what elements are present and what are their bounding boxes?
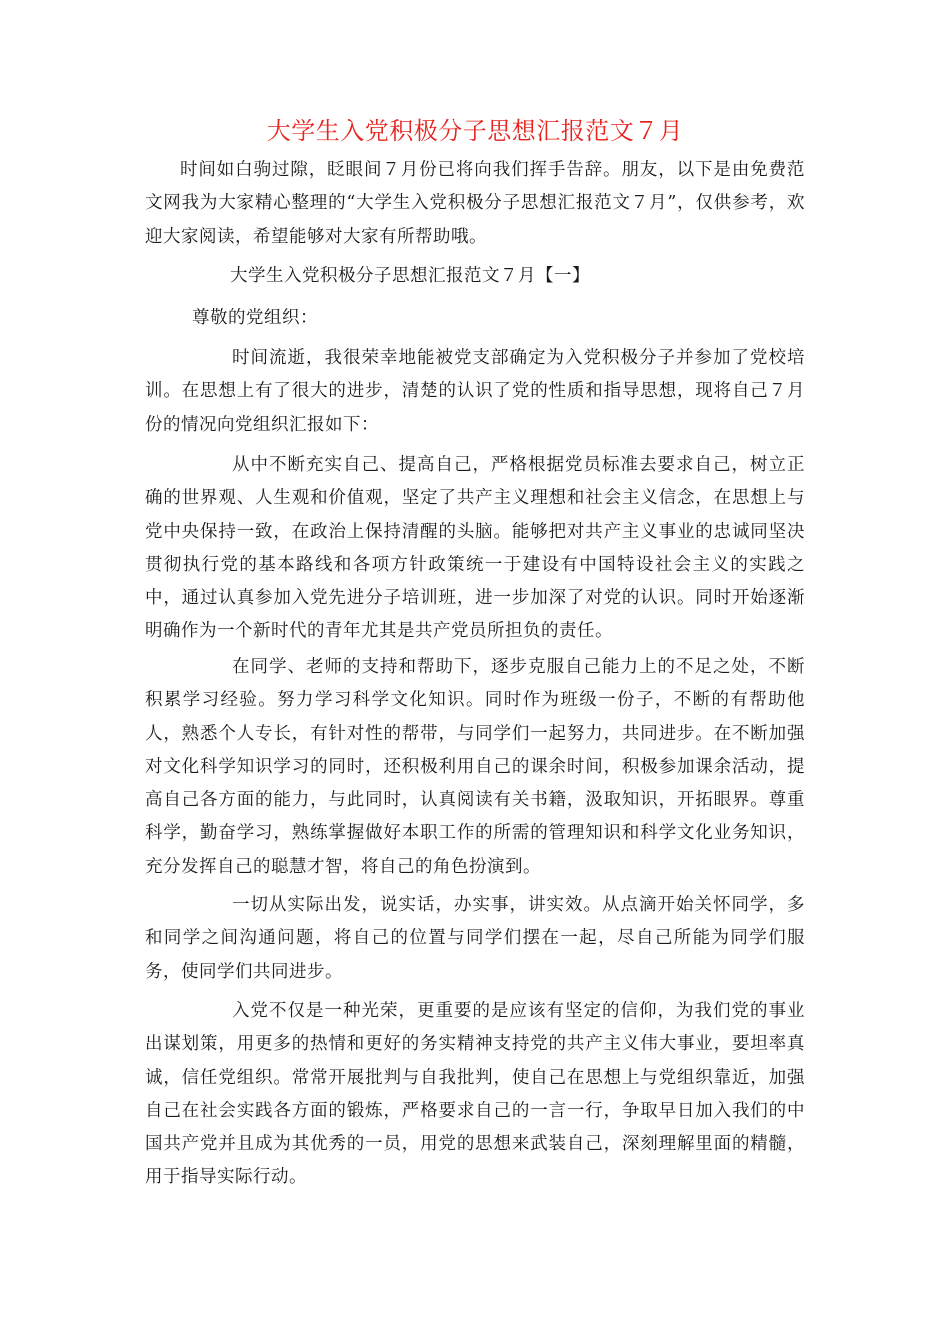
body-paragraph-2: 从中不断充实自己、提高自己，严格根据党员标准去要求自己，树立正确的世界观、人生观和价值观，坚定了共产主义理想和社会主义信念，在思想上与党中央保持一致，在政治上保持清醒的头脑。能够把对共产主义事业的忠诚同坚决贯彻执行党的基本路线和各项方针政策统一于建设有中国特设社会主义的实践之中，通过认真参加入党先进分子培训班，进一步加深了对党的认识。同时开始逐渐明确作为一个新时代的青年尤其是共产党员所担负的责任。 [145, 455, 805, 642]
body-paragraph-3: 在同学、老师的支持和帮助下，逐步克服自己能力上的不足之处，不断积累学习经验。努力学习科学文化知识。同时作为班级一份子，不断的有帮助他人，熟悉个人专长，有针对性的帮带，与同学们一起努力，共同进步。在不断加强对文化科学知识学习的同时，还积极利用自己的课余时间，积极参加课余活动，提高自己各方面的能力，与此同时，认真阅读有关书籍，汲取知识，开拓眼界。尊重科学，勤奋学习，熟练掌握做好本职工作的所需的管理知识和科学文化业务知识，充分发挥自己的聪慧才智，将自己的角色扮演到。 [145, 657, 805, 877]
section-subtitle: 大学生入党积极分子思想汇报范文７月【一】 [230, 266, 590, 286]
salutation: 尊敬的党组织： [192, 308, 318, 328]
body-paragraph-5: 入党不仅是一种光荣，更重要的是应该有坚定的信仰，为我们党的事业出谋划策，用更多的热情和更好的务实精神支持党的共产主义伟大事业，要坦率真诚，信任党组织。常常开展批判与自我批判，使自己在思想上与党组织靠近，加强自己在社会实践各方面的锻炼，严格要求自己的一言一行，争取早日加入我们的中国共产党并且成为其优秀的一员，用党的思想来武装自己，深刻理解里面的精髓，用于指导实际行动。 [145, 1001, 805, 1188]
intro-paragraph: 时间如白驹过隙，眨眼间７月份已将向我们挥手告辞。朋友，以下是由免费范文网我为大家精心整理的“大学生入党积极分子思想汇报范文７月”，仅供参考，欢迎大家阅读，希望能够对大家有所帮助哦。 [145, 160, 805, 247]
body-paragraph-4: 一切从实际出发，说实话，办实事，讲实效。从点滴开始关怀同学，多和同学之间沟通问题，将自己的位置与同学们摆在一起，尽自己所能为同学们服务，使同学们共同进步。 [145, 895, 805, 982]
body-paragraph-1: 时间流逝，我很荣幸地能被党支部确定为入党积极分子并参加了党校培训。在思想上有了很大的进步，清楚的认识了党的性质和指导思想，现将自己７月份的情况向党组织汇报如下： [145, 348, 805, 435]
document-title: 大学生入党积极分子思想汇报范文７月 [266, 117, 684, 145]
